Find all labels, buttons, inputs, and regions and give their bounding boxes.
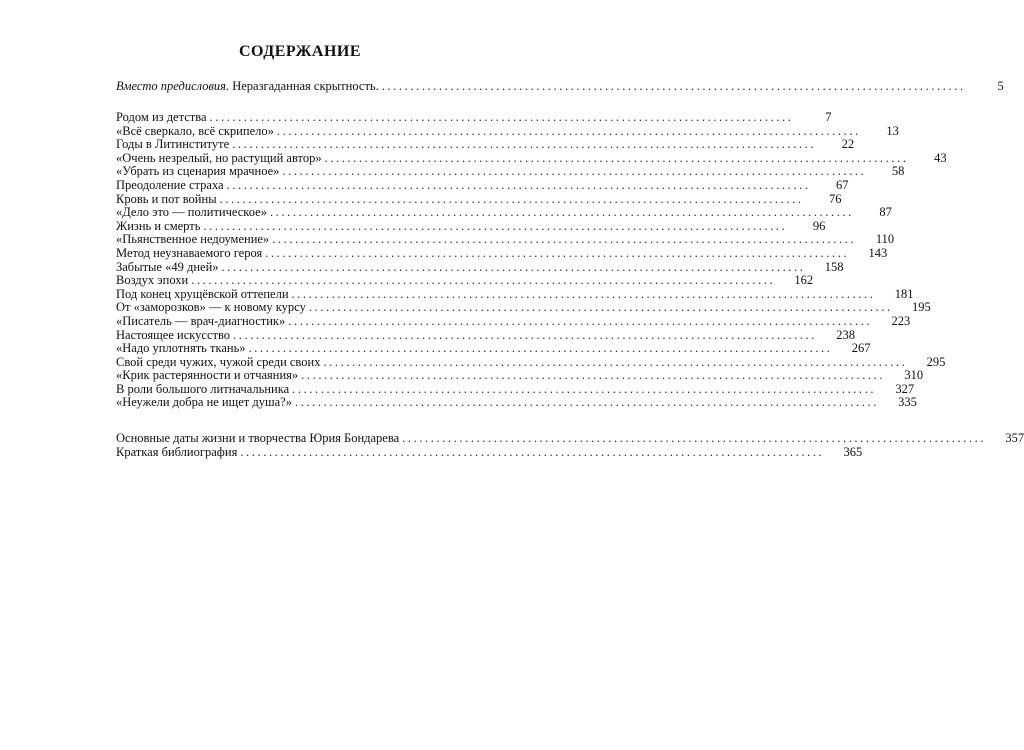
leader-dots: ...................................................................................................... — [288, 313, 873, 328]
toc-entry-page: 335 — [898, 395, 917, 410]
toc-entry — [116, 245, 888, 261]
toc-entry-lead: Вместо предисловия. — [116, 79, 230, 93]
toc-entry — [116, 381, 915, 397]
toc-entry-page: 5 — [997, 79, 1004, 93]
toc-entry — [116, 110, 832, 125]
toc-entry-label: Преодоление страха — [116, 177, 224, 192]
toc-entry-label: Родом из детства — [116, 110, 207, 124]
toc-entry-page: 162 — [794, 273, 814, 288]
leader-dots: ...................................................................................................... — [308, 300, 893, 315]
toc-entry — [116, 444, 863, 460]
toc-entry-page: 13 — [886, 123, 899, 138]
toc-entry-label: Под конец хрущёвской оттепели — [116, 286, 289, 301]
leader-dots: ...................................................................................................... — [226, 177, 811, 192]
toc-entry — [116, 313, 911, 329]
toc-entry-page: 22 — [841, 137, 855, 152]
toc-entry-page: 76 — [829, 191, 842, 206]
leader-dots: ...................................................................................................... — [265, 245, 850, 260]
toc-entry — [116, 191, 842, 207]
leader-dots: ...................................................................................................... — [323, 354, 908, 369]
toc-entry-label: Краткая библиография — [116, 444, 238, 459]
toc-entry-label — [116, 80, 379, 94]
toc-entry — [116, 286, 914, 302]
toc-entry — [116, 327, 855, 343]
toc-entry-label: Воздух эпохи — [116, 273, 189, 288]
toc-entry-label: Годы в Литинституте — [116, 137, 230, 152]
leader-dots: ...................................................................................................... — [282, 164, 867, 179]
toc-entry-label: «Дело это — политическое» — [116, 205, 267, 220]
toc-entry — [116, 431, 1024, 446]
toc-entry — [116, 164, 905, 179]
leader-dots: ...................................................................................................... — [272, 232, 857, 247]
toc-entry-page: 110 — [875, 232, 895, 247]
leader-dots: ...................................................................................................... — [233, 327, 817, 342]
toc-entry-label: Свой среди чужих, чужой среди своих — [116, 354, 321, 369]
toc-entry — [116, 300, 931, 315]
toc-entry-page: 7 — [825, 110, 832, 124]
toc-entry — [116, 354, 946, 370]
toc-entry-label: «Крик растерянности и отчаяния» — [116, 368, 299, 383]
toc-entry-label: В роли большого литначальника — [116, 381, 290, 396]
toc-entry-page: 195 — [912, 300, 931, 315]
toc-entry-label: «Убрать из сценария мрачное» — [116, 164, 280, 179]
toc-entry-preface — [116, 79, 1004, 94]
leader-dots: ...................................................................................................... — [324, 150, 909, 165]
toc-entry-page: 295 — [926, 354, 946, 369]
leader-dots: ...................................................................................................... — [191, 273, 776, 288]
toc-entry-page: 223 — [891, 313, 911, 328]
toc-entry-page: 143 — [868, 245, 888, 260]
toc-preface — [116, 79, 1004, 94]
leader-dots: ...................................................................................................... — [240, 444, 825, 459]
toc-entry-page: 96 — [812, 218, 826, 233]
toc-entry — [116, 150, 947, 166]
toc-entry — [116, 273, 814, 288]
leader-dots: ...................................................................................................... — [219, 191, 804, 206]
toc-entry-page: 158 — [824, 259, 844, 274]
toc-appendix — [116, 431, 1024, 459]
toc-entry-label: Основные даты жизни и творчества Юрия Бондарева — [116, 431, 400, 445]
toc-entry-label: «Очень незрелый, но растущий автор» — [116, 150, 322, 165]
leader-dots: ...................................................................................................... — [291, 286, 876, 301]
toc-entry — [116, 368, 924, 383]
toc-entry-label: Метод неузнаваемого героя — [116, 245, 263, 260]
toc-entry-label: «Надо уплотнять ткань» — [116, 341, 246, 356]
toc-entry-label: «Неужели добра не ищет душа?» — [116, 395, 292, 410]
toc-entry-page: 58 — [891, 164, 905, 179]
toc-chapters — [116, 110, 947, 410]
toc-entry — [116, 177, 849, 193]
toc-entry-page: 181 — [894, 286, 914, 301]
toc-entry-page: 67 — [836, 177, 849, 192]
toc-entry — [116, 218, 826, 234]
leader-dots: ...................................................................................................... — [402, 431, 987, 445]
toc-entry-page: 327 — [895, 381, 915, 396]
leader-dots: ...................................................................................................... — [276, 123, 861, 138]
toc-entry-page: 357 — [1005, 431, 1024, 445]
toc-entry-title: Неразгаданная скрытность. — [229, 79, 379, 93]
leader-dots: ...................................................................................................... — [209, 110, 794, 124]
toc-entry-label: Кровь и пот войны — [116, 191, 217, 206]
leader-dots: ...................................................................................................... — [301, 368, 886, 383]
toc-entry-page: 310 — [904, 368, 924, 383]
leader-dots: ...................................................................................................... — [203, 218, 788, 233]
toc-entry-page: 267 — [851, 341, 871, 356]
toc-entry-page: 87 — [879, 205, 892, 220]
toc-entry-label: Забытые «49 дней» — [116, 259, 219, 274]
leader-dots: ...................................................................................................... — [221, 259, 806, 274]
toc-entry-page: 238 — [836, 327, 855, 342]
toc-entry — [116, 341, 871, 356]
toc-entry — [116, 395, 917, 410]
page-title: СОДЕРЖАНИЕ — [238, 43, 362, 60]
toc-entry — [116, 259, 844, 275]
toc-entry — [116, 232, 895, 247]
toc-entry — [116, 205, 892, 220]
toc-entry-page: 365 — [843, 444, 863, 459]
toc-entry-label: «Писатель — врач-диагностик» — [116, 313, 286, 328]
toc-entry-label: Жизнь и смерть — [116, 218, 201, 233]
toc-entry-label: «Всё сверкало, всё скрипело» — [116, 123, 274, 138]
leader-dots: ...................................................................................................... — [248, 341, 833, 356]
leader-dots: ...................................................................................................... — [294, 395, 879, 410]
leader-dots: ...................................................................................................... — [232, 137, 817, 152]
leader-dots: ...................................................................................................... — [292, 381, 877, 396]
leader-dots: ...................................................................................................... — [269, 205, 854, 220]
toc-entry — [116, 123, 899, 139]
leader-dots: ...................................................................................................... — [381, 79, 966, 93]
toc-entry — [116, 137, 855, 152]
toc-entry-page: 43 — [934, 150, 947, 165]
toc-entry-label: «Пьянственное недоумение» — [116, 232, 270, 247]
toc-entry-label: Настоящее искусство — [116, 327, 231, 342]
toc-entry-label: От «заморозков» — к новому курсу — [116, 300, 306, 315]
